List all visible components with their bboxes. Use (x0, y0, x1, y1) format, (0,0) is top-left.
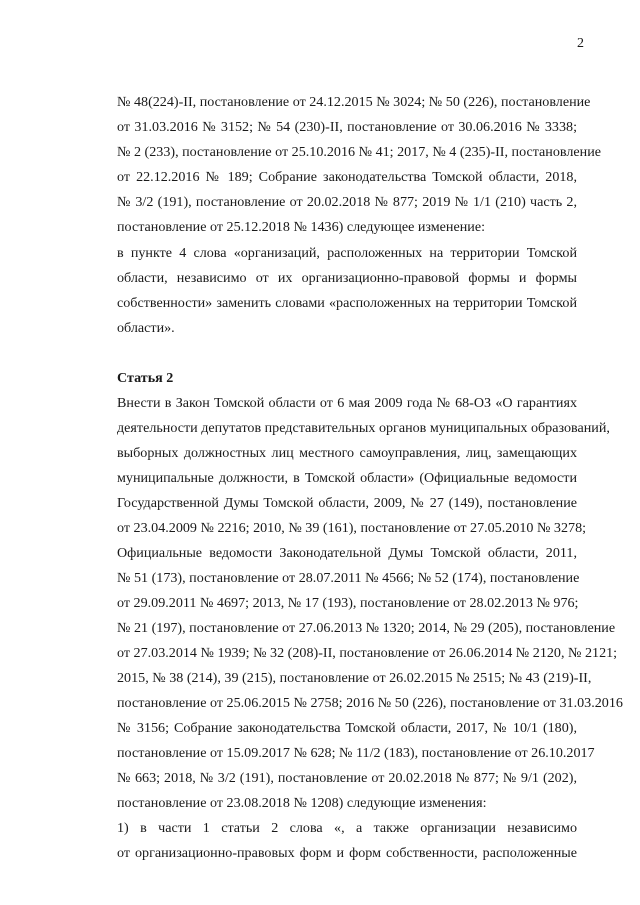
text-line: постановление от 25.06.2015 № 2758; 2016 № 50 (226), постановление от 31.03.2016 (117, 695, 623, 711)
paragraph-first-line: в пункте 4 слова «организаций, расположенных на территории Томской (117, 245, 577, 261)
text-line: Официальные ведомости Законодательной Думы Томской области, 2011, (117, 545, 577, 561)
text-line: от 23.04.2009 № 2216; 2010, № 39 (161), постановление от 27.05.2010 № 3278; (117, 520, 587, 536)
text-line: № 48(224)-II, постановление от 24.12.2015 № 3024; № 50 (226), постановление (117, 94, 591, 110)
text-line: выборных должностных лиц местного самоуправления, лиц, замещающих (117, 445, 577, 461)
page-number: 2 (577, 36, 584, 51)
text-line: № 3156; Собрание законодательства Томской области, 2017, № 10/1 (180), (117, 720, 577, 736)
text-line: Государственной Думы Томской области, 2009, № 27 (149), постановление (117, 495, 577, 511)
text-line: № 2 (233), постановление от 25.10.2016 № 41; 2017, № 4 (235)-II, постановление (117, 144, 601, 160)
article-heading: Статья 2 (117, 370, 174, 386)
text-line: от 22.12.2016 № 189; Собрание законодательства Томской области, 2018, (117, 169, 577, 185)
text-line: № 3/2 (191), постановление от 20.02.2018 № 877; 2019 № 1/1 (210) часть 2, (117, 194, 577, 210)
text-line: 2015, № 38 (214), 39 (215), постановление от 26.02.2015 № 2515; № 43 (219)-II, (117, 670, 592, 686)
text-line: постановление от 25.12.2018 № 1436) следующее изменение: (117, 219, 485, 235)
text-line: № 21 (197), постановление от 27.06.2013 № 1320; 2014, № 29 (205), постановление (117, 620, 616, 636)
text-line: от 29.09.2011 № 4697; 2013, № 17 (193), постановление от 28.02.2013 № 976; (117, 595, 579, 611)
paragraph-first-line: Внести в Закон Томской области от 6 мая 2009 года № 68-ОЗ «О гарантиях (117, 395, 577, 411)
text-line: от 31.03.2016 № 3152; № 54 (230)-II, постановление от 30.06.2016 № 3338; (117, 119, 577, 135)
text-line: от организационно-правовых форм и форм собственности, расположенные (117, 845, 577, 861)
text-line: № 51 (173), постановление от 28.07.2011 № 4566; № 52 (174), постановление (117, 570, 580, 586)
text-line: постановление от 23.08.2018 № 1208) следующие изменения: (117, 795, 487, 811)
paragraph-first-line: 1) в части 1 статьи 2 слова «, а также организации независимо (117, 820, 577, 836)
text-line: постановление от 15.09.2017 № 628; № 11/2 (183), постановление от 26.10.2017 (117, 745, 595, 761)
text-line: области». (117, 320, 175, 336)
text-line: от 27.03.2014 № 1939; № 32 (208)-II, постановление от 26.06.2014 № 2120, № 2121; (117, 645, 618, 661)
text-line: собственности» заменить словами «расположенных на территории Томской (117, 295, 577, 311)
text-line: области, независимо от их организационно-правовой формы и формы (117, 270, 577, 286)
text-line: муниципальные должности, в Томской области» (Официальные ведомости (117, 470, 577, 486)
text-line: деятельности депутатов представительных органов муниципальных образований, (117, 420, 610, 436)
text-line: № 663; 2018, № 3/2 (191), постановление от 20.02.2018 № 877; № 9/1 (202), (117, 770, 577, 786)
